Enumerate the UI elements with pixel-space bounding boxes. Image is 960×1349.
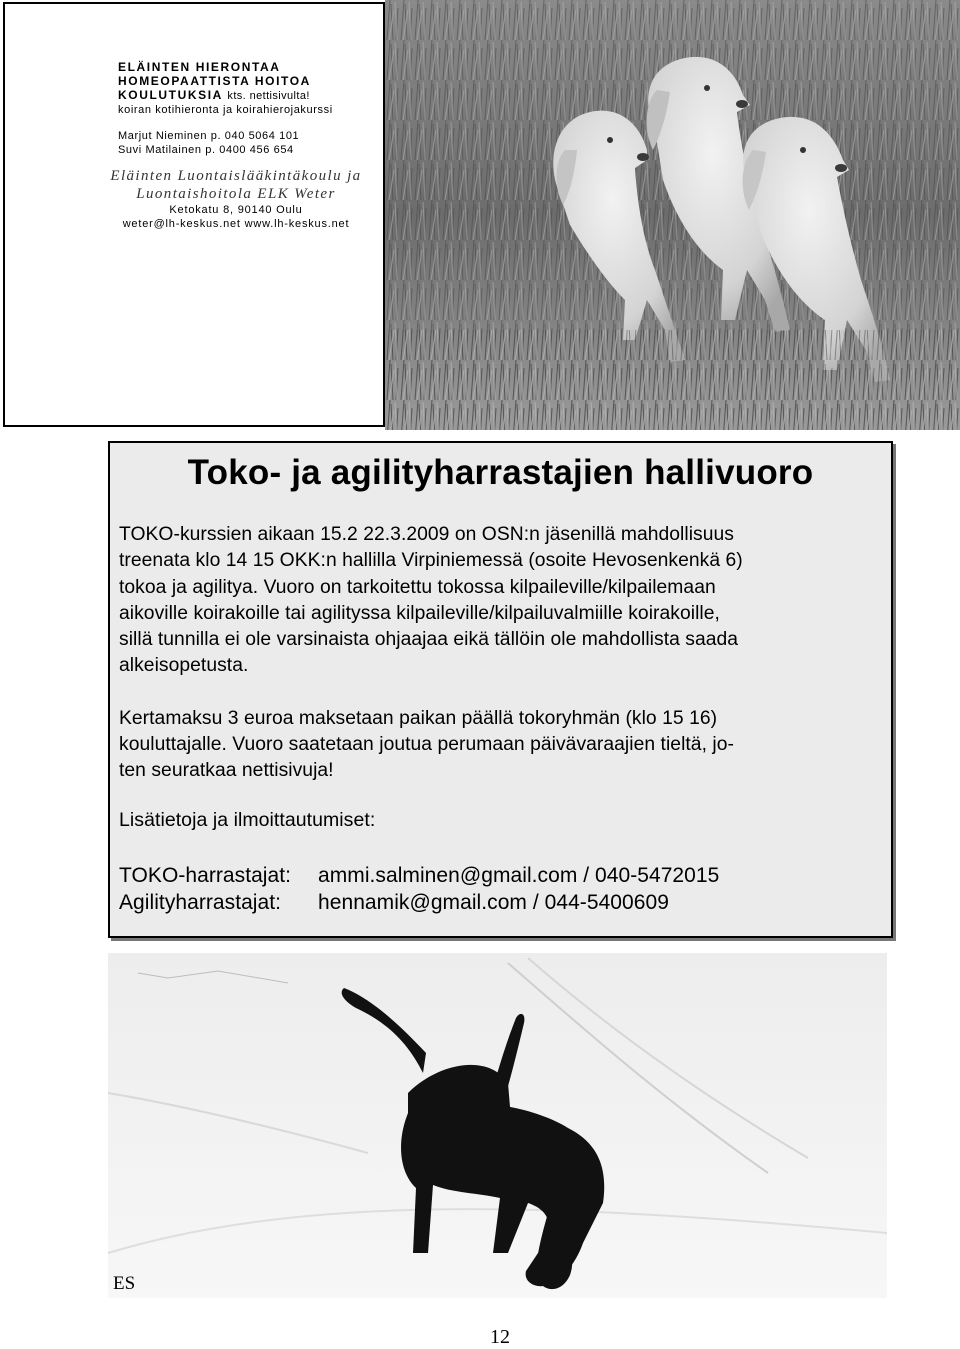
notice-paragraph-fee: [119, 706, 889, 785]
advert-web: weter@lh-keskus.net www.lh-keskus.net: [122, 218, 350, 230]
notice-line: aikoville koirakoille tai agilityssa kilpaileville/kilpailuvalmiille koirakoille,: [119, 602, 720, 624]
photo-retrievers: [385, 0, 960, 430]
notice-line: Kertamaksu 3 euroa maksetaan paikan päällä tokoryhmän (klo 15 16): [119, 707, 718, 729]
contact-label: Agilityharrastajat:: [119, 890, 282, 914]
advert-address: Ketokatu 8, 90140 Oulu: [169, 204, 303, 216]
retrievers-illustration: [385, 0, 960, 430]
notice-line: alkeisopetusta.: [119, 655, 249, 677]
notice-line: treenata klo 14 15 OKK:n hallilla Virpiniemessä (osoite Hevosenkenkä 6): [119, 550, 743, 572]
advert-courses-note: kts. nettisivulta!: [227, 90, 310, 102]
page-number: 12: [490, 1326, 510, 1348]
notice-line: tokoa ja agilitya. Vuoro on tarkoitettu tokossa kilpaileville/kilpailemaan: [119, 576, 716, 598]
advert-content: [110, 60, 385, 231]
contact-agility: [119, 889, 889, 916]
notice-body: [119, 522, 889, 916]
notice-line: kouluttajalle. Vuoro saatetaan joutua perumaan päivävaraajien tieltä, jo-: [119, 734, 734, 756]
notice-info-heading: Lisätietoja ja ilmoittautumiset:: [119, 808, 376, 831]
advert-line-home-massage: koiran kotihieronta ja koirahierojakurssi: [118, 104, 333, 116]
advert-clinic-name-2: Luontaishoitola ELK Weter: [136, 186, 336, 202]
contact-value: hennamik@gmail.com / 044-5400609: [318, 890, 669, 914]
advert-line-courses: [118, 88, 385, 103]
advert-box: [3, 2, 385, 427]
notice-title: Toko- ja agilityharrastajien hallivuoro: [187, 453, 814, 492]
black-dog-illustration: [108, 953, 887, 1298]
contact-label: TOKO-harrastajat:: [119, 863, 292, 887]
advert-clinic-name-1: Eläinten Luontaislääkintäkoulu ja: [110, 168, 362, 184]
advert-contact-marjut: Marjut Nieminen p. 040 5064 101: [118, 130, 300, 142]
notice-box: [108, 441, 893, 938]
contact-list: [119, 862, 889, 916]
contact-toko: [119, 862, 889, 889]
advert-line-homeopathy: HOMEOPAATTISTA HOITOA: [118, 74, 311, 88]
advert-line-massage: ELÄINTEN HIERONTAA: [118, 60, 281, 74]
photo-black-dog: [108, 953, 887, 1298]
notice-line: TOKO-kurssien aikaan 15.2 22.3.2009 on OSN:n jäsenillä mahdollisuus: [119, 524, 734, 545]
advert-courses-label: KOULUTUKSIA: [118, 88, 223, 102]
notice-paragraph-schedule: [119, 522, 889, 680]
contact-value: ammi.salminen@gmail.com / 040-5472015: [318, 863, 720, 887]
advert-clinic-block: [100, 167, 372, 231]
advert-contact-suvi: Suvi Matilainen p. 0400 456 654: [118, 144, 294, 156]
notice-line: sillä tunnilla ei ole varsinaista ohjaajaa eikä tällöin ole mahdollista saada: [119, 629, 739, 651]
notice-line: ten seuratkaa nettisivuja!: [119, 760, 334, 782]
photo-credit: ES: [113, 1273, 136, 1294]
